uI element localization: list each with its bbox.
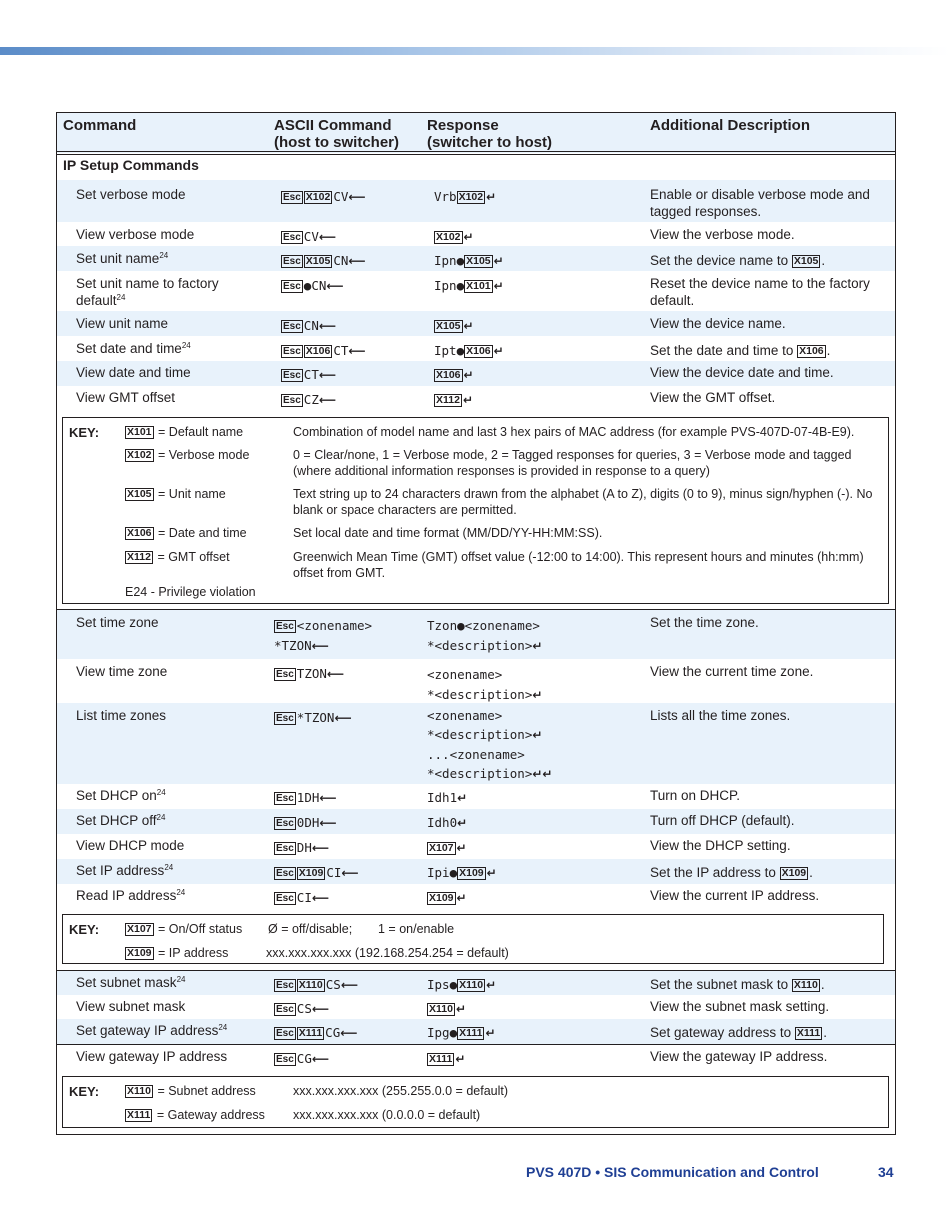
table-row: Set subnet mask$^{24}$ Esc X110 CS⟵ Ips● X110 ↵ Set the subnet mask to X110 . — [57, 971, 895, 995]
footer-title: PVS 407D • SIS Communication and Control — [526, 1164, 819, 1180]
table-row: Set time zone Esc <zonename> *TZON⟵ Tzon●<zonename> *<description>↵ Set the time zone. — [57, 610, 895, 659]
table-row: View time zone Esc TZON⟵ <zonename> *<description>↵ View the current time zone. — [76, 664, 814, 702]
header-command: Command — [63, 117, 137, 134]
table-row: View subnet mask Esc CS⟵ X110 ↵ View the subnet mask setting. — [76, 999, 830, 1016]
key-box-dhcp-ip: KEY: X107 = On/Off status Ø = off/disable; 1 = on/enable X109 = IP address xxx.xxx.xxx.xxx (192.168.254.254 = default) — [62, 914, 884, 964]
table-row: View GMT offset Esc CZ⟵ X112 ↵ View the GMT offset. — [76, 390, 776, 407]
table-row: Set IP address$^{24}$ Esc X109 CI⟵ Ipi● X109 ↵ Set the IP address to X109 . — [57, 859, 895, 884]
key-box-subnet-gateway: KEY: X110 = Subnet address xxx.xxx.xxx.xxx (255.255.0.0 = default) X111 = Gateway address xxx.xxx.xxx.xxx (0.0.0.0 = default) — [62, 1076, 889, 1128]
page-number: 34 — [878, 1164, 894, 1180]
table-row: Set DHCP off$^{24}$ Esc 0DH⟵ Idh0↵ Turn off DHCP (default). — [57, 809, 895, 834]
table-row: Set unit name$^{24}$ Esc X105 CN⟵ Ipn● X105 ↵ Set the device name to X105 . — [57, 246, 895, 271]
table-row: View verbose mode Esc CV⟵ X102 ↵ View the verbose mode. — [76, 227, 795, 244]
top-gradient-bar — [0, 47, 950, 55]
section-title: IP Setup Commands — [63, 157, 199, 173]
table-row: Set unit name to factory default$^{24}$ Esc ●CN⟵ Ipn● X101 ↵ Reset the device name to the factory default. — [76, 276, 870, 308]
header-response: Response (switcher to host) — [427, 117, 553, 151]
key-box-general: KEY: X101 = Default name Combination of model name and last 3 hex pairs of MAC address (for example PVS-407D-07-4B-E9). X102 = Verbose mode 0 = Clear/none, 1 = Verbose mode, 2 = Tagged responses for queries, 3 = Verbose mode and tagged (where additional information responses is provided in response to a query) X105 = Unit name Text string up to 24 characters drawn from the alphabet (A to Z), digits (0 to 9), minus sign/hyphen (-). No blank or space characters are permitted. X106 = Date and time Set local date and time format (MM/DD/YY-HH:MM:SS). X112 = GMT offset Greenwich Mean Time (GMT) offset value (-12:00 to 14:00). This represent hours and minutes (hh:mm) offset from GMT. E24 - Privilege violation — [62, 417, 889, 604]
table-row: Set date and time$^{24}$ Esc X106 CT⟵ Ipt● X106 ↵ Set the date and time to X106 . — [76, 341, 831, 358]
table-row: Set verbose mode Esc X102 CV⟵ Vrb X102 ↵ Enable or disable verbose mode and tagged responses. — [57, 180, 895, 222]
header-rule — [57, 151, 895, 152]
table-row: Read IP address$^{24}$ Esc CI⟵ X109 ↵ View the current IP address. — [76, 888, 820, 905]
header-description: Additional Description — [650, 117, 811, 134]
table-row: View unit name Esc CN⟵ X105 ↵ View the device name. — [57, 311, 895, 336]
table-row: View DHCP mode Esc DH⟵ X107 ↵ View the DHCP setting. — [76, 838, 791, 855]
table-row: Set gateway IP address$^{24}$ Esc X111 CG⟵ Ipg● X111 ↵ Set gateway address to X111 . — [57, 1019, 895, 1044]
table-row: View date and time Esc CT⟵ X106 ↵ View the device date and time. — [57, 361, 895, 386]
table-row: View gateway IP address Esc CG⟵ X111 ↵ View the gateway IP address. — [76, 1049, 828, 1066]
table-header — [57, 113, 895, 153]
header-ascii: ASCII Command (host to switcher) — [274, 117, 400, 151]
table-row: Set DHCP $on^{24}$ Esc 1DH⟵ Idh1↵ Turn on DHCP. — [76, 788, 741, 805]
table-row: List time zones Esc *TZON⟵ <zonename> *<description>↵ ...<zonename> *<description>↵↵ Lists all the time zones. — [57, 703, 895, 784]
header-rule-2 — [57, 154, 895, 155]
